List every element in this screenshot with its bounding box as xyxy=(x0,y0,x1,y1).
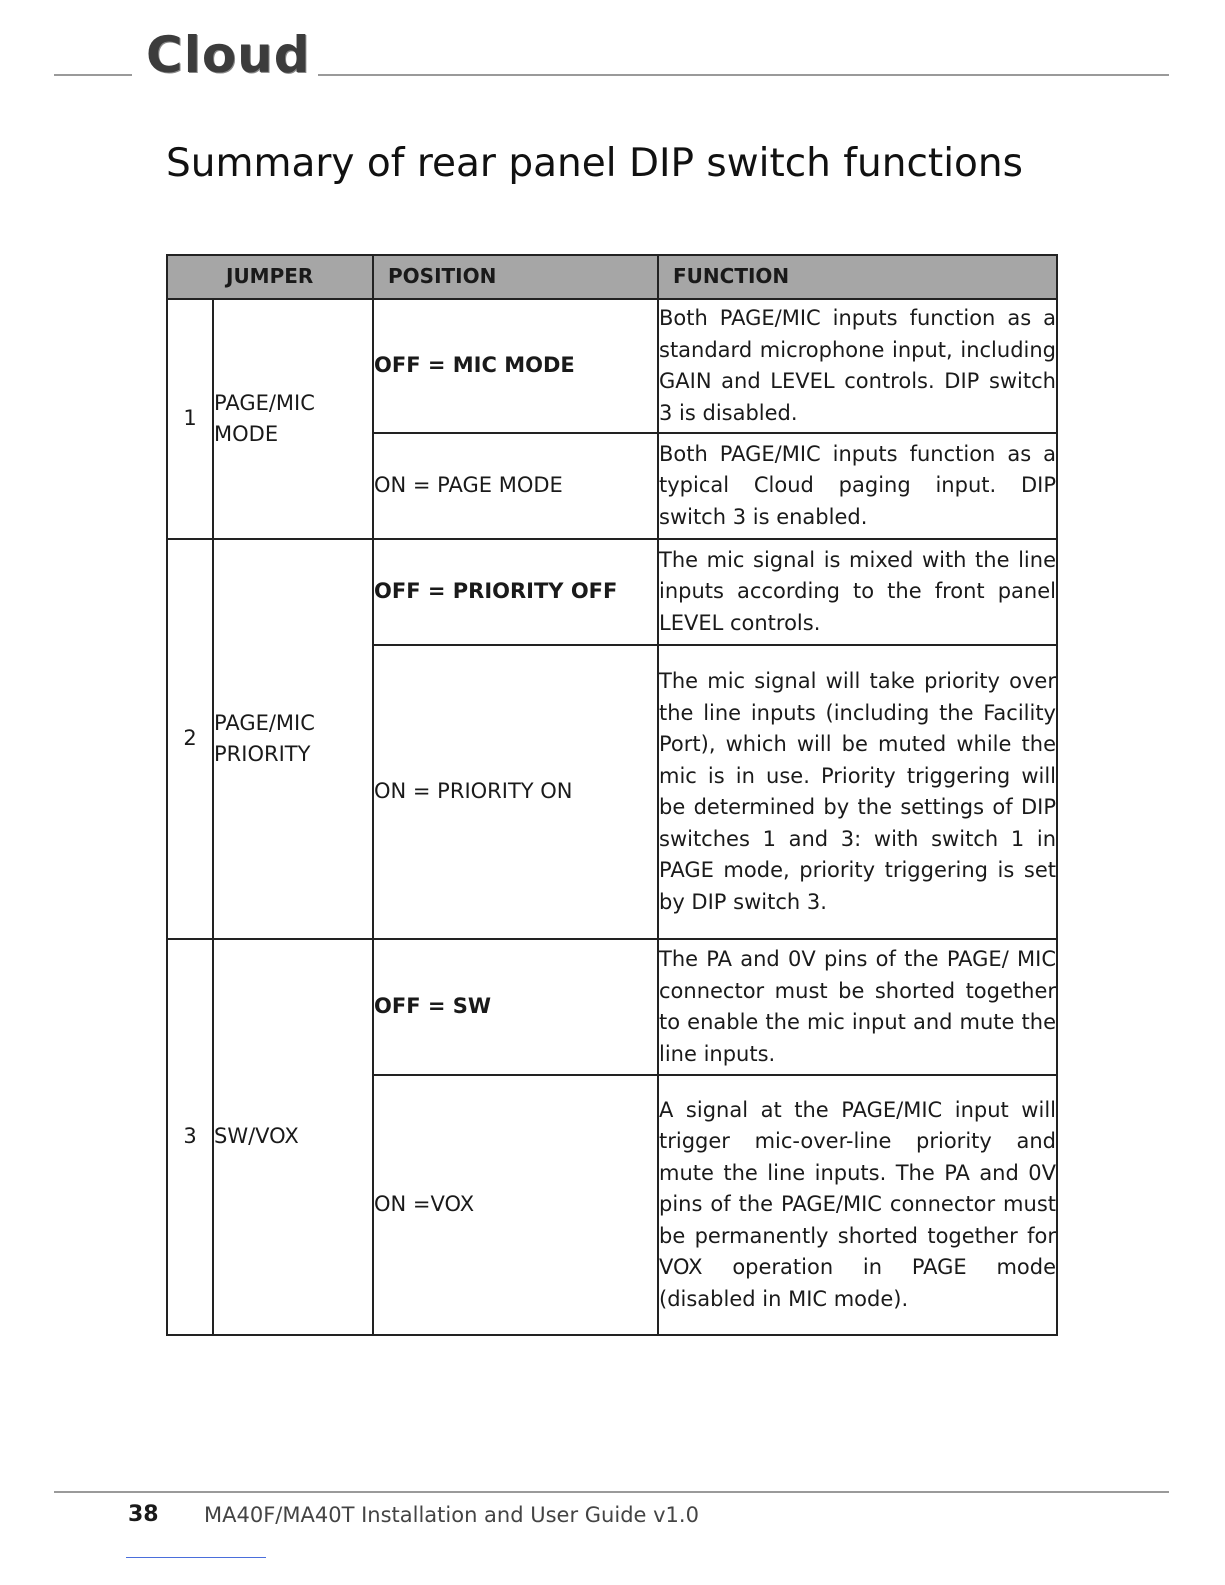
table-header-row xyxy=(167,255,1057,299)
off-position: OFF = PRIORITY OFF xyxy=(373,539,658,645)
page-title: Summary of rear panel DIP switch functions xyxy=(166,141,1023,186)
header-function: FUNCTION xyxy=(658,255,1057,299)
header-jumper: JUMPER xyxy=(167,255,373,299)
header-position: POSITION xyxy=(373,255,658,299)
switch-number: 3 xyxy=(167,939,213,1335)
on-position: ON = PRIORITY ON xyxy=(373,645,658,939)
on-function: Both PAGE/MIC inputs function as a typical Cloud paging input. DIP switch 3 is enabled. xyxy=(658,433,1057,539)
cloud-logo: Cloud xyxy=(146,26,311,84)
on-function: The mic signal will take priority over the line inputs (including the Facility Port), which will be muted while the mic is in use. Priority triggering will be determined by the settings of DIP switches 1 and 3: with switch 1 in PAGE mode, priority triggering is set by DIP switch 3. xyxy=(658,645,1057,939)
on-position: ON =VOX xyxy=(373,1075,658,1335)
switch-number: 1 xyxy=(167,299,213,539)
on-function: A signal at the PAGE/MIC input will trigger mic-over-line priority and mute the line inputs. The PA and 0V pins of the PAGE/MIC connector must be permanently shorted together for VOX operation in PAGE mode (disabled in MIC mode). xyxy=(658,1075,1057,1335)
off-position: OFF = MIC MODE xyxy=(373,299,658,433)
off-function: Both PAGE/MIC inputs function as a standard microphone input, including GAIN and LEVEL controls. DIP switch 3 is disabled. xyxy=(658,299,1057,433)
dip-switch-table xyxy=(166,254,1058,1336)
link-underline xyxy=(126,1557,266,1558)
switch-name: SW/VOX xyxy=(213,939,373,1335)
switch-name: PAGE/MIC PRIORITY xyxy=(213,539,373,939)
page-number: 38 xyxy=(128,1502,159,1527)
table-row xyxy=(167,939,1057,1075)
switch-number: 2 xyxy=(167,539,213,939)
on-position: ON = PAGE MODE xyxy=(373,433,658,539)
footer-doc-title: MA40F/MA40T Installation and User Guide v1.0 xyxy=(204,1503,699,1527)
off-function: The PA and 0V pins of the PAGE/ MIC connector must be shorted together to enable the mic input and mute the line inputs. xyxy=(658,939,1057,1075)
table-row xyxy=(167,539,1057,645)
header-rule-right xyxy=(318,74,1169,76)
switch-name: PAGE/MIC MODE xyxy=(213,299,373,539)
header-rule-left xyxy=(54,74,132,76)
off-function: The mic signal is mixed with the line inputs according to the front panel LEVEL controls. xyxy=(658,539,1057,645)
table-row xyxy=(167,299,1057,433)
footer-rule xyxy=(54,1491,1169,1493)
off-position: OFF = SW xyxy=(373,939,658,1075)
